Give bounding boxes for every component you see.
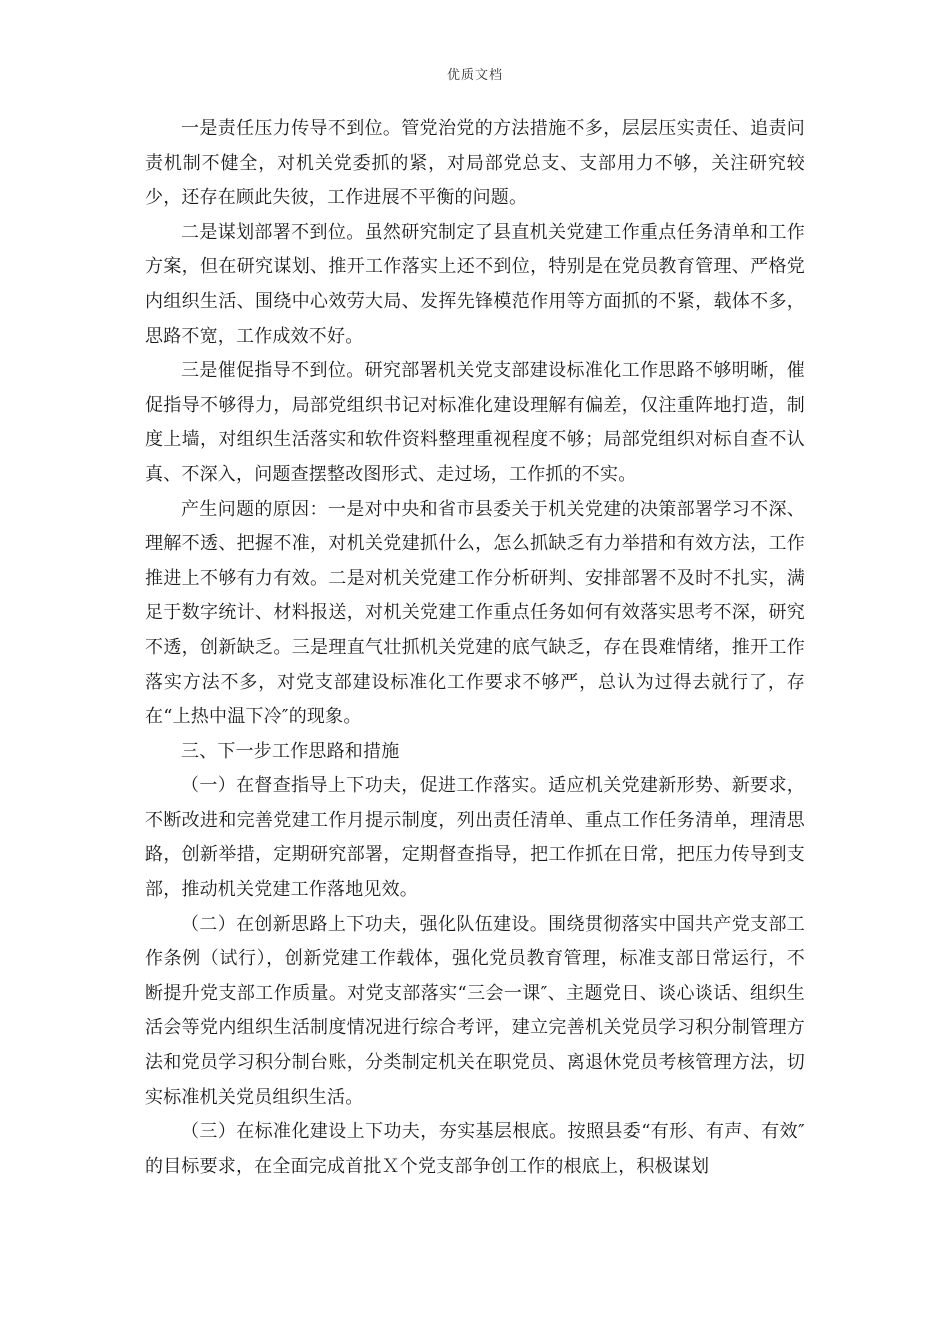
- paragraph-measure-1: （一）在督查指导上下功夫，促进工作落实。适应机关党建新形势、新要求，不断改进和完善党建工作月提示制度，列出责任清单、重点工作任务清单，理清思路，创新举措，定期研究部署，定期督查指导，把工作抓在日常，把压力传导到支部，推动机关党建工作落地见效。: [145, 775, 805, 901]
- page-header: 优质文档: [446, 68, 503, 83]
- paragraph-responsibility: 一是责任压力传导不到位。管党治党的方法措施不多，层层压实责任、追责问责机制不健全，对机关党委抓的紧，对局部党总支、支部用力不够，关注研究较少，还存在顾此失彼，工作进展不平衡的问题。: [145, 118, 805, 209]
- paragraph-causes: 产生问题的原因：一是对中央和省市县委关于机关党建的决策部署学习不深、理解不透、把握不准，对机关党建抓什么，怎么抓缺乏有力举措和有效方法，工作推进上不够有力有效。二是对机关党建工作分析研判、安排部署不及时不扎实，满足于数字统计、材料报送，对机关党建工作重点任务如何有效落实思考不深，研究不透，创新缺乏。三是理直气壮抓机关党建的底气缺乏，存在畏难情绪，推开工作落实方法不多，对党支部建设标准化工作要求不够严，总认为过得去就行了，存在“上热中温下冷″的现象。: [145, 498, 805, 728]
- document-body: [145, 112, 805, 1184]
- section-heading-next-steps: 三、下一步工作思路和措施: [181, 740, 400, 762]
- paragraph-planning: 二是谋划部署不到位。虽然研究制定了县直机关党建工作重点任务清单和工作方案，但在研究谋划、推开工作落实上还不到位，特别是在党员教育管理、严格党内组织生活、围绕中心效劳大局、发挥先锋模范作用等方面抓的不紧，载体不多，思路不宽，工作成效不好。: [145, 221, 805, 347]
- paragraph-measure-2: （二）在创新思路上下功夫，强化队伍建设。围绕贯彻落实中国共产党支部工作条例（试行），创新党建工作载体，强化党员教育管理，标准支部日常运行，不断提升党支部工作质量。对党支部落实“三会一课″、主题党日、谈心谈话、组织生活会等党内组织生活制度情况进行综合考评，建立完善机关党员学习积分制管理方法和党员学习积分制台账，分类制定机关在职党员、离退休党员考核管理方法，切实标准机关党员组织生活。: [145, 913, 805, 1108]
- paragraph-measure-3: （三）在标准化建设上下功夫，夯实基层根底。按照县委“有形、有声、有效″的目标要求，在全面完成首批Ｘ个党支部争创工作的根底上，积极谋划: [145, 1121, 805, 1177]
- paragraph-guidance: 三是催促指导不到位。研究部署机关党支部建设标准化工作思路不够明晰，催促指导不够得力，局部党组织书记对标准化建设理解有偏差，仅注重阵地打造，制度上墙，对组织生活落实和软件资料整理重视程度不够；局部党组织对标自查不认真、不深入，问题查摆整改图形式、走过场，工作抓的不实。: [145, 360, 805, 485]
